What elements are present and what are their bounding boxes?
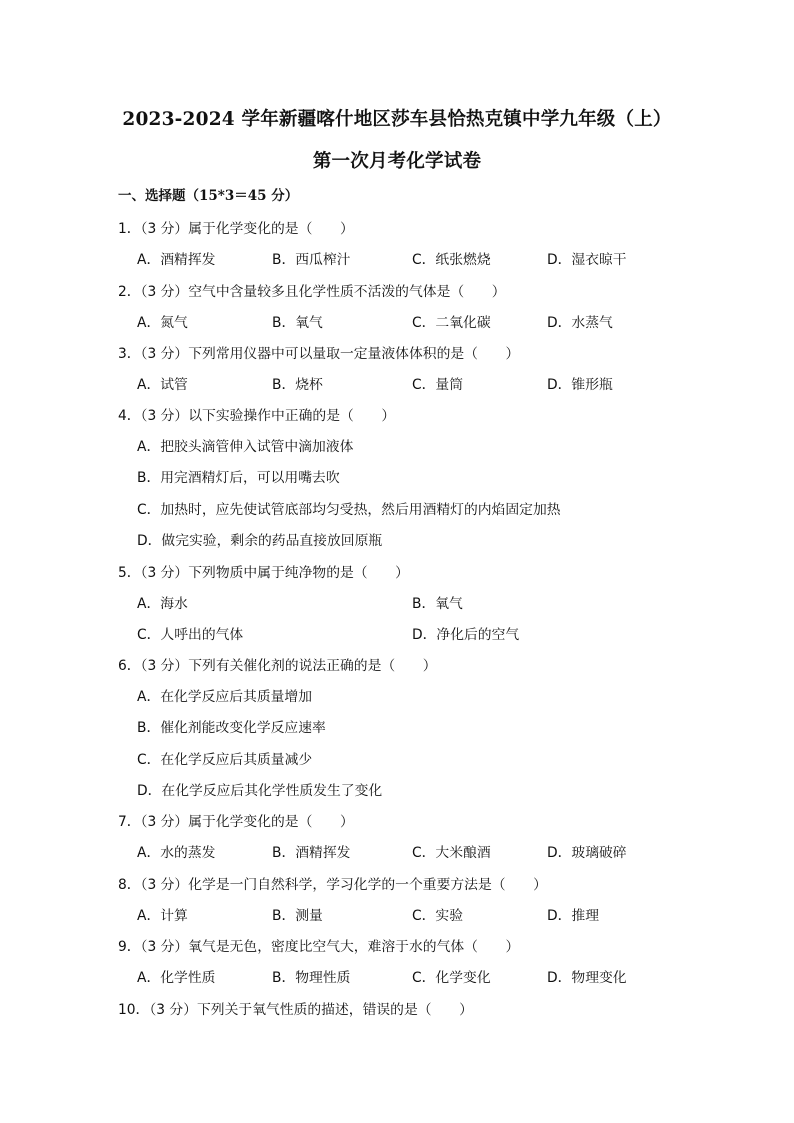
exam-title-line1: 2023-2024 学年新疆喀什地区莎车县恰热克镇中学九年级（上） [122,109,672,130]
q3-option-a: A．试管 [137,377,188,393]
q6-option-c: C．在化学反应后其质量减少 [137,752,313,768]
q8-option-c: C．实验 [412,908,464,924]
question-7: 7．（3 分）属于化学变化的是（ ） [118,814,354,830]
question-5: 5．（3 分）下列物质中属于纯净物的是（ ） [118,565,409,581]
q2-option-d: D．水蒸气 [547,315,613,331]
q7-option-d: D．玻璃破碎 [547,845,627,861]
question-9: 9．（3 分）氧气是无色，密度比空气大，难溶于水的气体（ ） [118,939,520,955]
q7-option-c: C．大米酿酒 [412,845,491,861]
q3-option-b: B．烧杯 [272,377,323,393]
q4-option-c: C．加热时，应先使试管底部均匀受热，然后用酒精灯的内焰固定加热 [137,502,561,518]
q4-option-b: B．用完酒精灯后，可以用嘴去吹 [137,470,340,486]
q1-option-d: D．湿衣晾干 [547,252,627,268]
q4-option-d: D．做完实验，剩余的药品直接放回原瓶 [137,533,383,549]
q2-option-c: C．二氧化碳 [412,315,491,331]
q1-option-a: A．酒精挥发 [137,252,216,268]
section-heading: 一、选择题（15*3＝45 分） [118,188,299,204]
q2-option-b: B．氧气 [272,315,323,331]
q1-option-c: C．纸张燃烧 [412,252,491,268]
q5-option-d: D．净化后的空气 [412,627,520,643]
q8-option-a: A．计算 [137,908,188,924]
q9-option-a: A．化学性质 [137,970,216,986]
exam-title-line2: 第一次月考化学试卷 [312,151,482,172]
q4-option-a: A．把胶头滴管伸入试管中滴加液体 [137,439,354,455]
q9-option-d: D．物理变化 [547,970,627,986]
question-4: 4．（3 分）以下实验操作中正确的是（ ） [118,408,396,424]
question-10: 10．（3 分）下列关于氧气性质的描述，错误的是（ ） [118,1002,473,1018]
q6-option-b: B．催化剂能改变化学反应速率 [137,720,326,736]
question-8: 8．（3 分）化学是一门自然科学，学习化学的一个重要方法是（ ） [118,877,547,893]
q9-option-c: C．化学变化 [412,970,491,986]
q5-option-a: A．海水 [137,596,188,612]
q1-option-b: B．西瓜榨汁 [272,252,351,268]
q8-option-d: D．推理 [547,908,600,924]
q2-option-a: A．氮气 [137,315,188,331]
q5-option-b: B．氧气 [412,596,463,612]
q7-option-a: A．水的蒸发 [137,845,216,861]
q5-option-c: C．人呼出的气体 [137,627,244,643]
question-1: 1．（3 分）属于化学变化的是（ ） [118,221,354,237]
question-3: 3．（3 分）下列常用仪器中可以量取一定量液体体积的是（ ） [118,346,520,362]
q6-option-a: A．在化学反应后其质量增加 [137,689,312,705]
q8-option-b: B．测量 [272,908,323,924]
q9-option-b: B．物理性质 [272,970,351,986]
question-6: 6．（3 分）下列有关催化剂的说法正确的是（ ） [118,658,437,674]
q3-option-d: D．锥形瓶 [547,377,613,393]
question-2: 2．（3 分）空气中含量较多且化学性质不活泼的气体是（ ） [118,284,506,300]
q7-option-b: B．酒精挥发 [272,845,351,861]
q3-option-c: C．量筒 [412,377,464,393]
q6-option-d: D．在化学反应后其化学性质发生了变化 [137,783,383,799]
